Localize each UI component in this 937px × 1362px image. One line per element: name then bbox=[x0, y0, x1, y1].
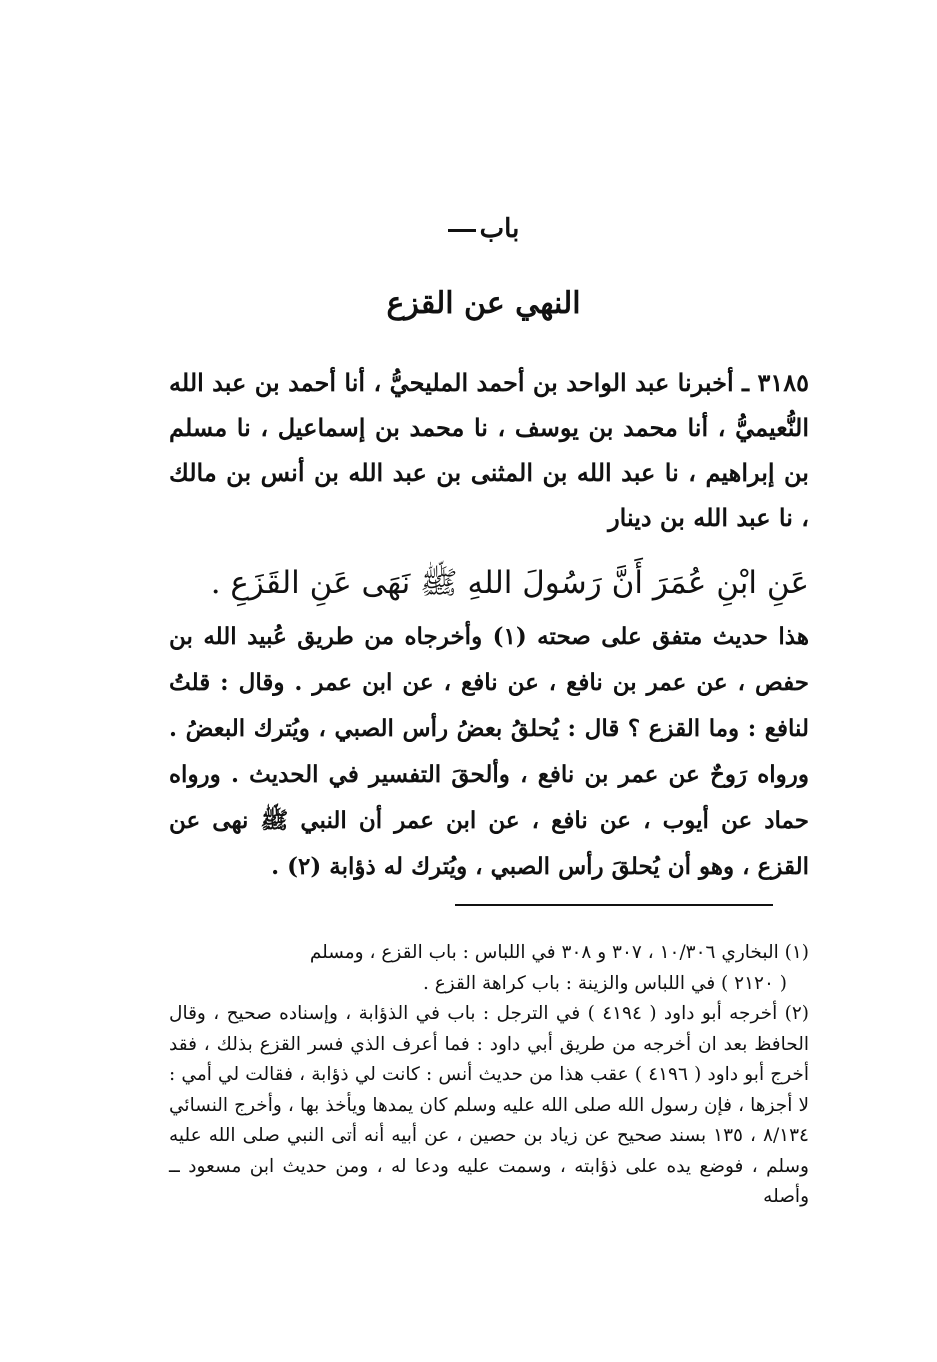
footnotes bbox=[169, 938, 809, 1213]
footnote-1 bbox=[169, 938, 809, 999]
hadith-commentary: هذا حديث متفق على صحته (١) وأخرجاه من طريق عُبيد الله بن حفص ، عن عمر بن نافع ، عن نافع ، عن ابن عمر . وقال : قلتُ لنافع : وما القزع ؟ قال : يُحلقُ بعضُ رأس الصبي ، ويُترك البعضُ . ورواه رَوحٌ عن عمر بن نافع ، وألحقَ التفسير في الحديث . ورواه حماد عن أيوب ، عن نافع ، عن ابن عمر أن النبي ﷺ نهى عن القزع ، وهو أن يُحلقَ رأس الصبي ، ويُترك له ذؤابة (٢) . bbox=[169, 623, 809, 880]
footnote-divider bbox=[455, 904, 773, 906]
hadith-dash: ـ bbox=[733, 368, 750, 397]
chapter-heading-text: باب bbox=[479, 214, 520, 244]
chapter-title: النهي عن القزع bbox=[386, 286, 581, 321]
chapter-heading-flourish bbox=[448, 229, 476, 232]
footnote-1-line1: (١) البخاري ١٠/٣٠٦ ، ٣٠٧ و ٣٠٨ في اللباس : باب القزع ، ومسلم bbox=[309, 942, 809, 963]
footnote-1-line2: ( ٢١٢٠ ) في اللباس والزينة : باب كراهة القزع . bbox=[422, 972, 787, 994]
chapter-heading bbox=[0, 214, 937, 244]
hadith-number: ٣١٨٥ bbox=[757, 368, 809, 397]
footnote-2: (٢) أخرجه أبو داود ( ٤١٩٤ ) في الترجل : باب في الذؤابة ، وإسناده صحيح ، وقال الحافظ بعد ان أخرجه من طريق أبي داود : فما أعرف الذي فسر القزع بذلك ، فقد أخرج أبو داود ( ٤١٩٦ ) عقب هذا من حديث أنس : كانت لي ذؤابة ، فقالت لي أمي : لا أجزها ، فإن رسول الله صلى الله عليه وسلم كان يمدها ويأخذ بها ، وأخرج النسائي ٨/١٣٤ ، ١٣٥ بسند صحيح عن زياد بن حصين ، عن أبيه أنه أتى النبي صلى الله عليه وسلم ، فوضع يده على ذؤابته ، وسمت عليه ودعا له ، ومن حديث ابن مسعود ــ وأصله bbox=[169, 1003, 810, 1207]
hadith-isnad bbox=[169, 360, 809, 540]
hadith-matn: عَنِ ابْنِ عُمَرَ أَنَّ رَسُولَ اللهِ ﷺ نَهَى عَنِ القَزَعِ . bbox=[210, 565, 809, 601]
hadith-isnad-text: أخبرنا عبد الواحد بن أحمد المليحيُّ ، أنا أحمد بن عبد الله النُّعيميُّ ، أنا محمد بن يوسف ، نا محمد بن إسماعيل ، نا مسلم بن إبراهيم ، نا عبد الله بن المثنى بن عبد الله بن أنس بن مالك ، نا عبد الله بن دينار bbox=[169, 368, 809, 532]
